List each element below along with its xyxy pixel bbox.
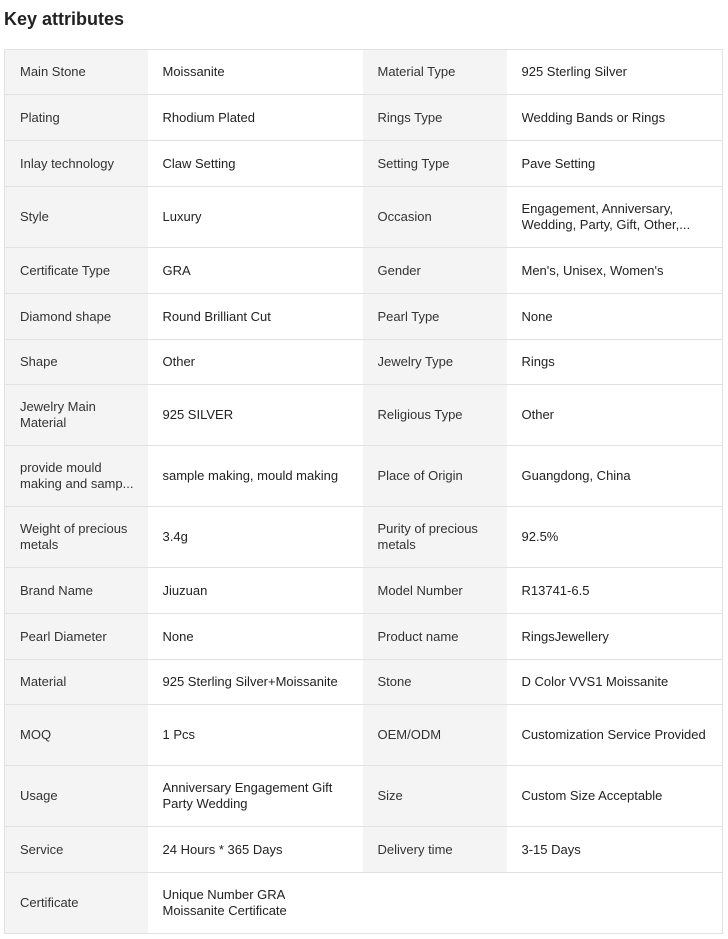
attribute-value: Other xyxy=(162,354,196,369)
attribute-value-cell xyxy=(148,248,363,294)
attribute-name-cell xyxy=(363,507,507,568)
attribute-name-cell xyxy=(363,385,507,446)
attribute-value-cell xyxy=(507,340,723,385)
attribute-row xyxy=(5,294,723,340)
attribute-value: 1 Pcs xyxy=(162,727,196,742)
attribute-value: Wedding Bands or Rings xyxy=(521,109,666,125)
attribute-name: Certificate xyxy=(20,895,79,910)
attribute-value: Anniversary Engagement Gift Party Wedding xyxy=(162,780,333,811)
attribute-name: Shape xyxy=(20,354,58,369)
attribute-value: Unique Number GRA Moissanite Certificate xyxy=(162,887,287,918)
attribute-value-cell xyxy=(507,873,723,934)
attribute-name: MOQ xyxy=(20,727,52,742)
attribute-name-cell xyxy=(363,248,507,294)
attribute-name-cell xyxy=(363,446,507,507)
attribute-name: Material xyxy=(20,674,67,689)
attribute-value-cell xyxy=(507,614,723,660)
attribute-value-cell xyxy=(148,568,363,614)
attribute-name-cell xyxy=(363,568,507,614)
attribute-row xyxy=(5,507,723,568)
attribute-name-cell xyxy=(5,385,148,446)
attribute-value: None xyxy=(521,308,553,324)
attribute-value-cell xyxy=(507,385,723,446)
attribute-name-cell xyxy=(5,766,148,827)
attribute-name: Usage xyxy=(20,788,58,803)
attribute-value-cell xyxy=(507,50,723,95)
attribute-value: 925 Sterling Silver xyxy=(521,64,627,79)
attribute-value-cell xyxy=(148,827,363,873)
attribute-value-cell xyxy=(148,50,363,95)
attribute-name: Weight of precious metals xyxy=(20,521,128,552)
attribute-value: 925 SILVER xyxy=(162,407,234,422)
attribute-name-cell xyxy=(363,614,507,660)
attribute-value: sample making, mould making xyxy=(162,468,339,483)
attribute-name: Certificate Type xyxy=(20,262,111,278)
attribute-name: OEM/ODM xyxy=(377,727,442,742)
attribute-row xyxy=(5,187,723,248)
attribute-value-cell xyxy=(507,141,723,187)
attribute-name: Service xyxy=(20,841,64,857)
attribute-name: provide mould making and samp... xyxy=(20,460,134,491)
attribute-name-cell xyxy=(5,187,148,248)
attribute-name: Stone xyxy=(377,674,412,689)
attribute-name: Model Number xyxy=(377,582,463,598)
attribute-value: 925 Sterling Silver+Moissanite xyxy=(162,674,338,689)
attribute-name-cell xyxy=(5,95,148,141)
attribute-name: Style xyxy=(20,209,49,224)
attribute-value-cell xyxy=(148,873,363,934)
attribute-name-cell xyxy=(363,141,507,187)
attribute-name: Place of Origin xyxy=(377,468,463,483)
attribute-value-cell xyxy=(148,446,363,507)
attribute-name: Pearl Diameter xyxy=(20,628,107,644)
attribute-name-cell xyxy=(5,50,148,95)
attribute-name-cell xyxy=(5,141,148,187)
attribute-name-cell xyxy=(5,827,148,873)
attribute-value-cell xyxy=(507,660,723,705)
attribute-name-cell xyxy=(5,705,148,766)
attribute-name-cell xyxy=(363,294,507,340)
attribute-value-cell xyxy=(148,385,363,446)
attribute-value-cell xyxy=(507,568,723,614)
attribute-value-cell xyxy=(148,660,363,705)
attribute-name-cell xyxy=(363,766,507,827)
attribute-row xyxy=(5,873,723,934)
attribute-name: Brand Name xyxy=(20,582,93,598)
attribute-value: Rhodium Plated xyxy=(162,109,255,125)
attribute-name: Jewelry Main Material xyxy=(20,399,96,430)
attribute-name: Diamond shape xyxy=(20,308,112,324)
attribute-row xyxy=(5,446,723,507)
attribute-row xyxy=(5,141,723,187)
attribute-value-cell xyxy=(507,766,723,827)
attribute-name-cell xyxy=(5,507,148,568)
attribute-row xyxy=(5,385,723,446)
attribute-value: D Color VVS1 Moissanite xyxy=(521,674,669,689)
attribute-value: Claw Setting xyxy=(162,155,236,171)
attribute-row xyxy=(5,660,723,705)
attribute-name: Religious Type xyxy=(377,407,463,422)
attribute-name: Size xyxy=(377,788,403,803)
attribute-name: Material Type xyxy=(377,64,456,79)
attribute-value-cell xyxy=(507,507,723,568)
attribute-value: 24 Hours * 365 Days xyxy=(162,841,283,857)
attribute-row xyxy=(5,827,723,873)
attribute-value: GRA xyxy=(162,262,191,278)
attribute-value-cell xyxy=(507,248,723,294)
attribute-name-cell xyxy=(5,446,148,507)
attribute-value: 92.5% xyxy=(521,529,559,544)
attribute-row xyxy=(5,614,723,660)
attribute-row xyxy=(5,766,723,827)
attribute-value-cell xyxy=(148,614,363,660)
attribute-name-cell xyxy=(363,873,507,934)
attribute-value-cell xyxy=(148,95,363,141)
attribute-name: Rings Type xyxy=(377,109,443,125)
attribute-value: RingsJewellery xyxy=(521,628,609,644)
attribute-value-cell xyxy=(148,507,363,568)
attribute-name: Delivery time xyxy=(377,841,453,857)
attribute-name-cell xyxy=(5,248,148,294)
attribute-name-cell xyxy=(5,873,148,934)
attribute-value-cell xyxy=(507,446,723,507)
attribute-value-cell xyxy=(507,827,723,873)
attribute-name-cell xyxy=(5,340,148,385)
attribute-value-cell xyxy=(507,705,723,766)
attribute-name-cell xyxy=(5,660,148,705)
attribute-value: Jiuzuan xyxy=(162,582,208,598)
attribute-name: Purity of precious metals xyxy=(377,521,478,552)
attribute-row xyxy=(5,568,723,614)
attribute-value: Luxury xyxy=(162,209,202,224)
attribute-name: Plating xyxy=(20,109,60,125)
attribute-value: 3-15 Days xyxy=(521,841,581,857)
attribute-name: Main Stone xyxy=(20,64,86,79)
attribute-name-cell xyxy=(363,705,507,766)
attribute-value: Custom Size Acceptable xyxy=(521,788,663,803)
attribute-name: Gender xyxy=(377,262,421,278)
attribute-row xyxy=(5,705,723,766)
attribute-name-cell xyxy=(5,614,148,660)
attribute-name-cell xyxy=(363,660,507,705)
attribute-value: 3.4g xyxy=(162,529,188,544)
attribute-value-cell xyxy=(507,187,723,248)
attribute-row xyxy=(5,95,723,141)
attribute-row xyxy=(5,50,723,95)
attribute-name-cell xyxy=(363,95,507,141)
attribute-value: None xyxy=(162,628,194,644)
attribute-value: Other xyxy=(521,407,555,422)
attribute-value-cell xyxy=(148,141,363,187)
section-title: Key attributes xyxy=(4,9,125,29)
attribute-name-cell xyxy=(5,568,148,614)
attribute-name: Product name xyxy=(377,628,459,644)
attribute-value-cell xyxy=(507,95,723,141)
attribute-value-cell xyxy=(148,766,363,827)
attribute-name: Occasion xyxy=(377,209,432,224)
attribute-name-cell xyxy=(5,294,148,340)
attribute-value: Rings xyxy=(521,354,555,369)
attribute-name-cell xyxy=(363,187,507,248)
attribute-value-cell xyxy=(507,294,723,340)
attribute-row xyxy=(5,340,723,385)
attribute-value: Round Brilliant Cut xyxy=(162,308,271,324)
key-attributes-table xyxy=(4,49,723,934)
attribute-value-cell xyxy=(148,187,363,248)
attribute-value: R13741-6.5 xyxy=(521,582,590,598)
attribute-value-cell xyxy=(148,340,363,385)
attribute-value: Men's, Unisex, Women's xyxy=(521,262,664,278)
attribute-name: Inlay technology xyxy=(20,155,114,171)
attribute-name-cell xyxy=(363,340,507,385)
attribute-value-cell xyxy=(148,705,363,766)
attribute-value: Guangdong, China xyxy=(521,468,631,483)
attribute-row xyxy=(5,248,723,294)
attribute-value: Pave Setting xyxy=(521,155,596,171)
attribute-value: Moissanite xyxy=(162,64,225,79)
attribute-value-cell xyxy=(148,294,363,340)
attribute-name: Jewelry Type xyxy=(377,354,454,369)
attribute-name: Pearl Type xyxy=(377,308,440,324)
attribute-value: Customization Service Provided xyxy=(521,727,706,742)
attribute-name: Setting Type xyxy=(377,155,450,171)
attribute-name-cell xyxy=(363,827,507,873)
attribute-value: Engagement, Anniversary, Wedding, Party, Gift, Other,... xyxy=(521,201,691,232)
attribute-name-cell xyxy=(363,50,507,95)
